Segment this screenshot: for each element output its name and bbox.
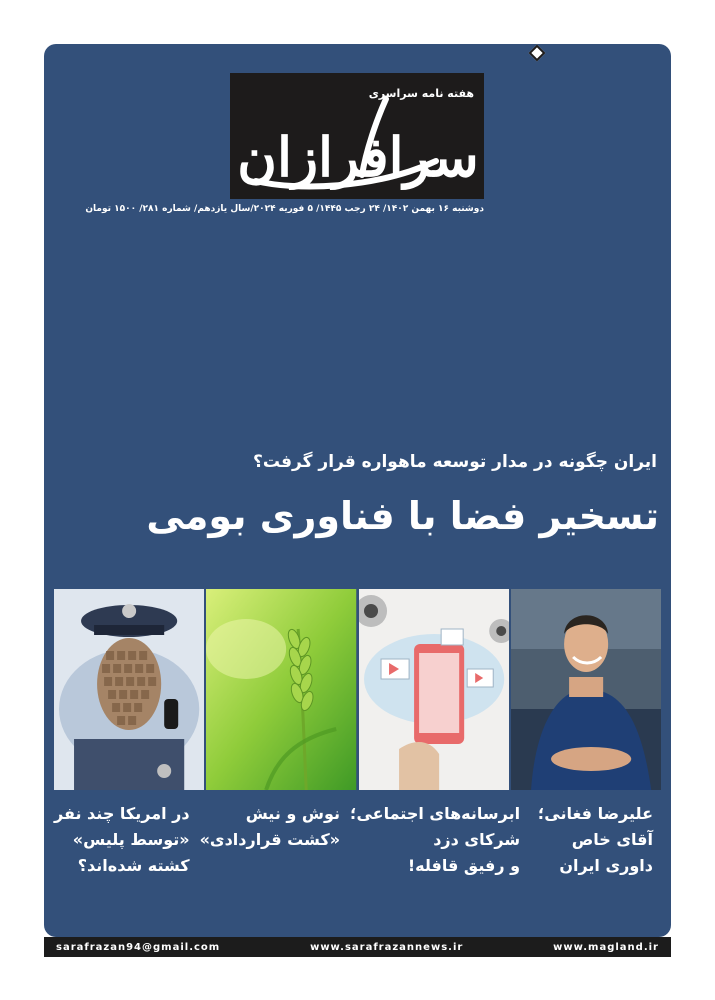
- story-photo-strip: [54, 589, 661, 790]
- caption-line: علیرضا فغانی؛: [537, 804, 653, 823]
- logo-wordmark: سرافرازان: [237, 125, 479, 189]
- cover-kicker: ایران چگونه در مدار توسعه ماهواره قرار گرفت؟: [253, 452, 657, 472]
- story-caption-referee[interactable]: [530, 801, 661, 911]
- caption-line: شرکای دزد: [433, 830, 521, 849]
- masthead-logo: [236, 91, 480, 195]
- masthead-diamond-icon: [529, 45, 546, 62]
- cover-headline: تسخیر فضا با فناوری بومی: [146, 494, 659, 538]
- social-media-photo[interactable]: [359, 589, 509, 790]
- caption-line: آقای خاص: [571, 830, 653, 849]
- caption-line: نوش و نیش: [245, 804, 341, 823]
- caption-line: ابرسانه‌های اجتماعی؛: [350, 804, 521, 823]
- issue-dateline: دوشنبه ۱۶ بهمن ۱۴۰۲/ ۲۴ رجب ۱۴۴۵/ ۵ فوریه ۲۰۲۴/سال یازدهم/ شماره ۲۸۱/ ۱۵۰۰ تومان: [85, 204, 484, 214]
- story-caption-contract-farming[interactable]: [200, 801, 348, 911]
- footer-partner-link[interactable]: www.magland.ir: [553, 941, 659, 953]
- magazine-cover: [44, 44, 671, 937]
- caption-line: در امریکا چند نفر: [54, 804, 190, 823]
- masthead-tagline: هفته نامه سراسری: [368, 87, 474, 100]
- caption-line: «کشت قراردادی»: [199, 830, 341, 849]
- story-caption-police[interactable]: [54, 801, 198, 911]
- caption-line: داوری ایران: [559, 856, 653, 875]
- footer-email-link[interactable]: sarafrazan94@gmail.com: [56, 941, 221, 953]
- soccer-referee-photo[interactable]: [511, 589, 661, 790]
- footer-website-link[interactable]: www.sarafrazannews.ir: [310, 941, 464, 953]
- wheat-field-photo[interactable]: [206, 589, 356, 790]
- story-captions: [54, 801, 661, 911]
- footer-bar: [44, 937, 671, 957]
- story-caption-social-media[interactable]: [350, 801, 528, 911]
- masthead: [230, 73, 484, 199]
- caption-line: «توسط پلیس»: [72, 830, 190, 849]
- caption-line: کشته شده‌اند؟: [77, 856, 190, 875]
- police-officer-photo[interactable]: [54, 589, 204, 790]
- caption-line: و رفیق قافله!: [407, 856, 521, 875]
